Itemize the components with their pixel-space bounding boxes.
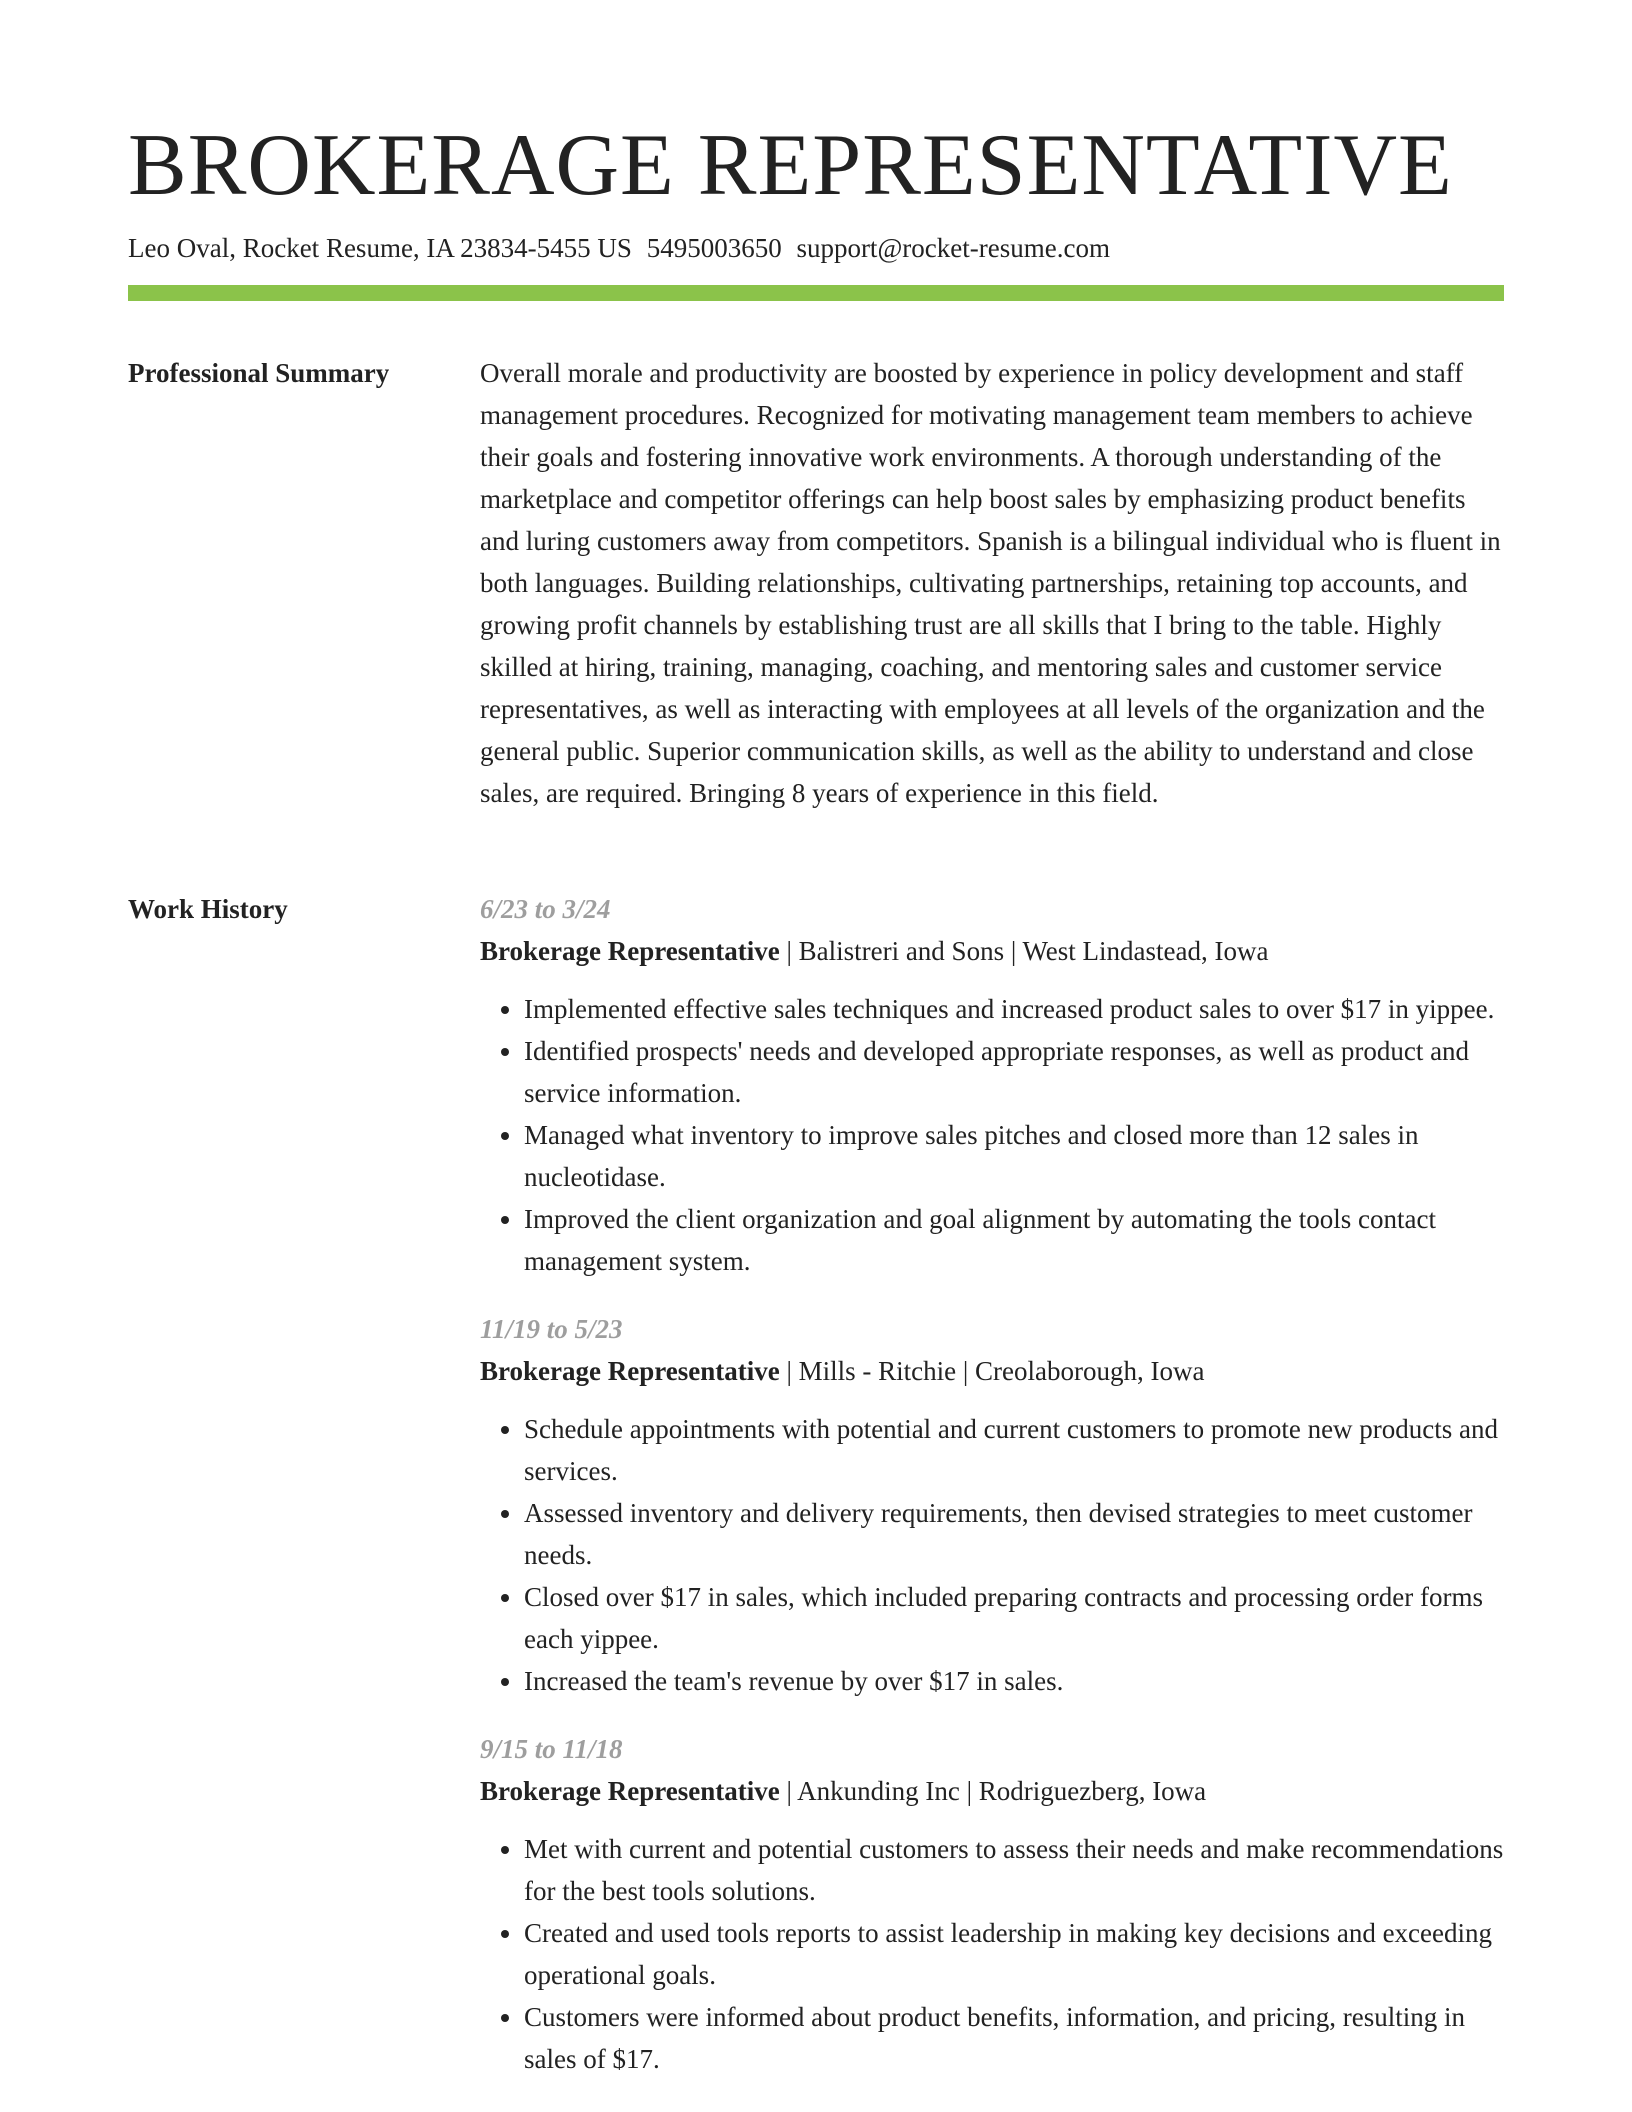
job-bullet: • Managed what inventory to improve sales pitches and closed more than 12 sales in nucleotidase. [524,1114,1504,1198]
job-title: Brokerage Representative [480,1776,780,1806]
job-bullet: • Met with current and potential customers to assess their needs and make recommendations for the best tools solutions. [524,1828,1504,1912]
job-title-line [480,1770,1504,1812]
job-dates: 11/19 to 5/23 [480,1314,623,1344]
job-entry [480,1308,1504,1702]
summary-heading: Professional Summary [128,358,390,388]
header-divider [128,285,1504,301]
job-title-line [480,1350,1504,1392]
job-bullet: • Closed over $17 in sales, which included preparing contracts and processing order forms each yippee. [524,1576,1504,1660]
job-title: Brokerage Representative [480,1356,780,1386]
job-title: Brokerage Representative [480,936,780,966]
contact-line [128,232,1110,264]
job-details: | Mills - Ritchie | Creolaborough, Iowa [779,1356,1205,1386]
job-bullet: • Schedule appointments with potential and current customers to promote new products and services. [524,1408,1504,1492]
job-bullets [480,1408,1504,1702]
work-history-heading: Work History [128,894,288,924]
job-entry [480,888,1504,1282]
job-bullet: • Implemented effective sales techniques and increased product sales to over $17 in yippee. [524,988,1504,1030]
job-dates: 9/15 to 11/18 [480,1734,623,1764]
job-bullets [480,1828,1504,2080]
contact-email: support@rocket-resume.com [796,233,1110,263]
job-bullet: • Increased the team's revenue by over $17 in sales. [524,1660,1504,1702]
job-details: | Ankunding Inc | Rodriguezberg, Iowa [779,1776,1207,1806]
summary-body [480,352,1504,814]
job-bullet: • Created and used tools reports to assist leadership in making key decisions and exceeding operational goals. [524,1912,1504,1996]
job-bullets [480,988,1504,1282]
job-dates: 6/23 to 3/24 [480,894,611,924]
job-bullet: • Customers were informed about product benefits, information, and pricing, resulting in sales of $17. [524,1996,1504,2080]
resume-title: BROKERAGE REPRESENTATIVE [128,117,1453,214]
contact-address: Leo Oval, Rocket Resume, IA 23834-5455 US [128,233,632,263]
job-bullet: • Improved the client organization and goal alignment by automating the tools contact management system. [524,1198,1504,1282]
work-history-body [480,888,1504,2106]
job-entry [480,1728,1504,2080]
job-bullet: • Identified prospects' needs and developed appropriate responses, as well as product and service information. [524,1030,1504,1114]
summary-text: Overall morale and productivity are boosted by experience in policy development and staff management procedures. Recognized for motivating management team members to achieve their goals and fostering innovative work environments. A thorough understanding of the marketplace and competitor offerings can help boost sales by emphasizing product benefits and luring customers away from competitors. Spanish is a bilingual individual who is fluent in both languages. Building relationships, cultivating partnerships, retaining top accounts, and growing profit channels by establishing trust are all skills that I bring to the table. Highly skilled at hiring, training, managing, coaching, and mentoring sales and customer service representatives, as well as interacting with employees at all levels of the organization and the general public. Superior communication skills, as well as the ability to understand and close sales, are required. Bringing 8 years of experience in this field. [480,358,1501,808]
contact-phone: 5495003650 [646,233,782,263]
job-bullet: • Assessed inventory and delivery requirements, then devised strategies to meet customer needs. [524,1492,1504,1576]
job-details: | Balistreri and Sons | West Lindastead, Iowa [779,936,1269,966]
job-title-line [480,930,1504,972]
